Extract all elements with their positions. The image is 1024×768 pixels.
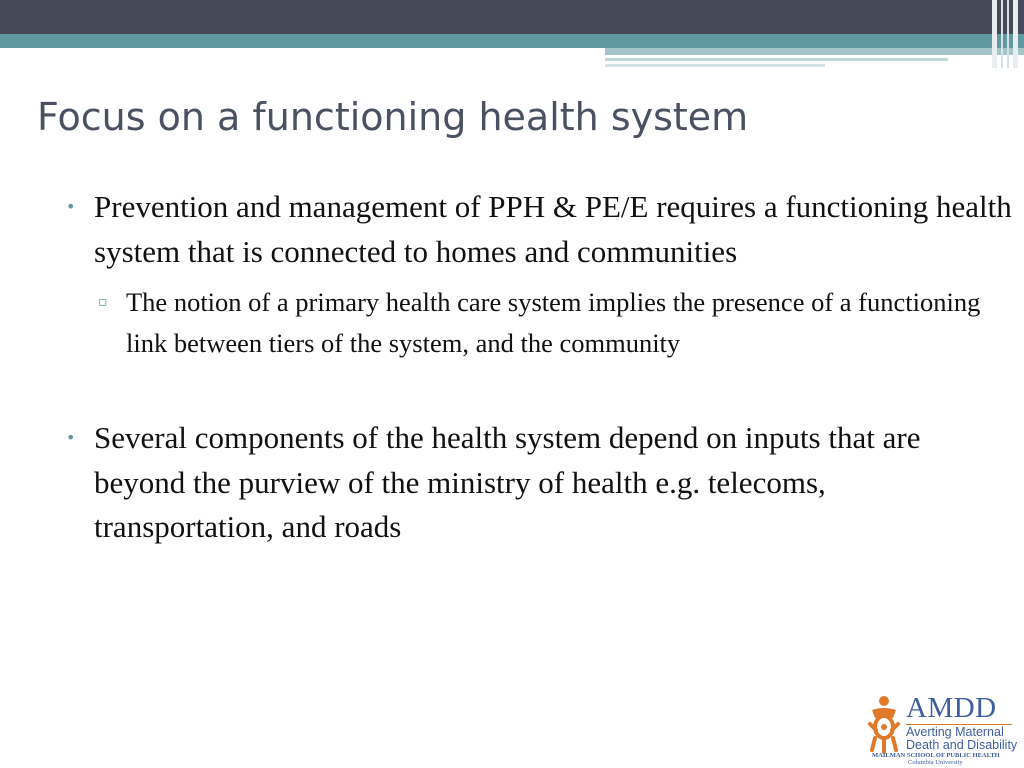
amdd-figures-icon: [866, 694, 902, 754]
logo-name: AMDD: [906, 692, 997, 724]
spacer: [62, 364, 1012, 416]
bullet-text: Several components of the health system depend on inputs that are beyond the purview of the ministry of health e.g. telecoms, transportation, and roads: [94, 420, 921, 544]
header-band-thin: [605, 58, 948, 61]
header-band-dark: [0, 0, 1024, 34]
header-right-stripes: [992, 0, 1018, 68]
header-band-thin-short: [605, 64, 825, 67]
logo-tagline-line1: Averting Maternal: [906, 725, 1004, 739]
sub-bullet-square-icon: ▫: [98, 294, 108, 310]
slide-title: Focus on a functioning health system: [37, 95, 749, 139]
bullet-dot-icon: •: [66, 197, 76, 216]
stripe: [1001, 0, 1003, 68]
sub-bullet-text: The notion of a primary health care system implies the presence of a functioning link between tiers of the system, and the community: [126, 287, 981, 358]
stripe: [1013, 0, 1018, 68]
logo-university: Columbia University: [908, 759, 963, 766]
amdd-logo: [866, 692, 1016, 768]
sub-bullet-item-1: [94, 282, 1012, 364]
logo-tagline-line2: Death and Disability: [906, 738, 1018, 752]
bullet-text: Prevention and management of PPH & PE/E requires a functioning health system that is connected to homes and communities: [94, 189, 1012, 269]
logo-tagline: [906, 726, 1017, 752]
bullet-item-1: [62, 185, 1012, 274]
header-band-light: [605, 48, 1024, 55]
header-band-teal: [0, 34, 1024, 48]
stripe: [992, 0, 997, 68]
logo-school: MAILMAN SCHOOL OF PUBLIC HEALTH: [872, 752, 1000, 759]
stripe: [1007, 0, 1009, 68]
bullet-dot-icon: •: [66, 428, 76, 447]
bullet-item-2: [62, 416, 1012, 550]
slide-body: [62, 185, 1012, 550]
